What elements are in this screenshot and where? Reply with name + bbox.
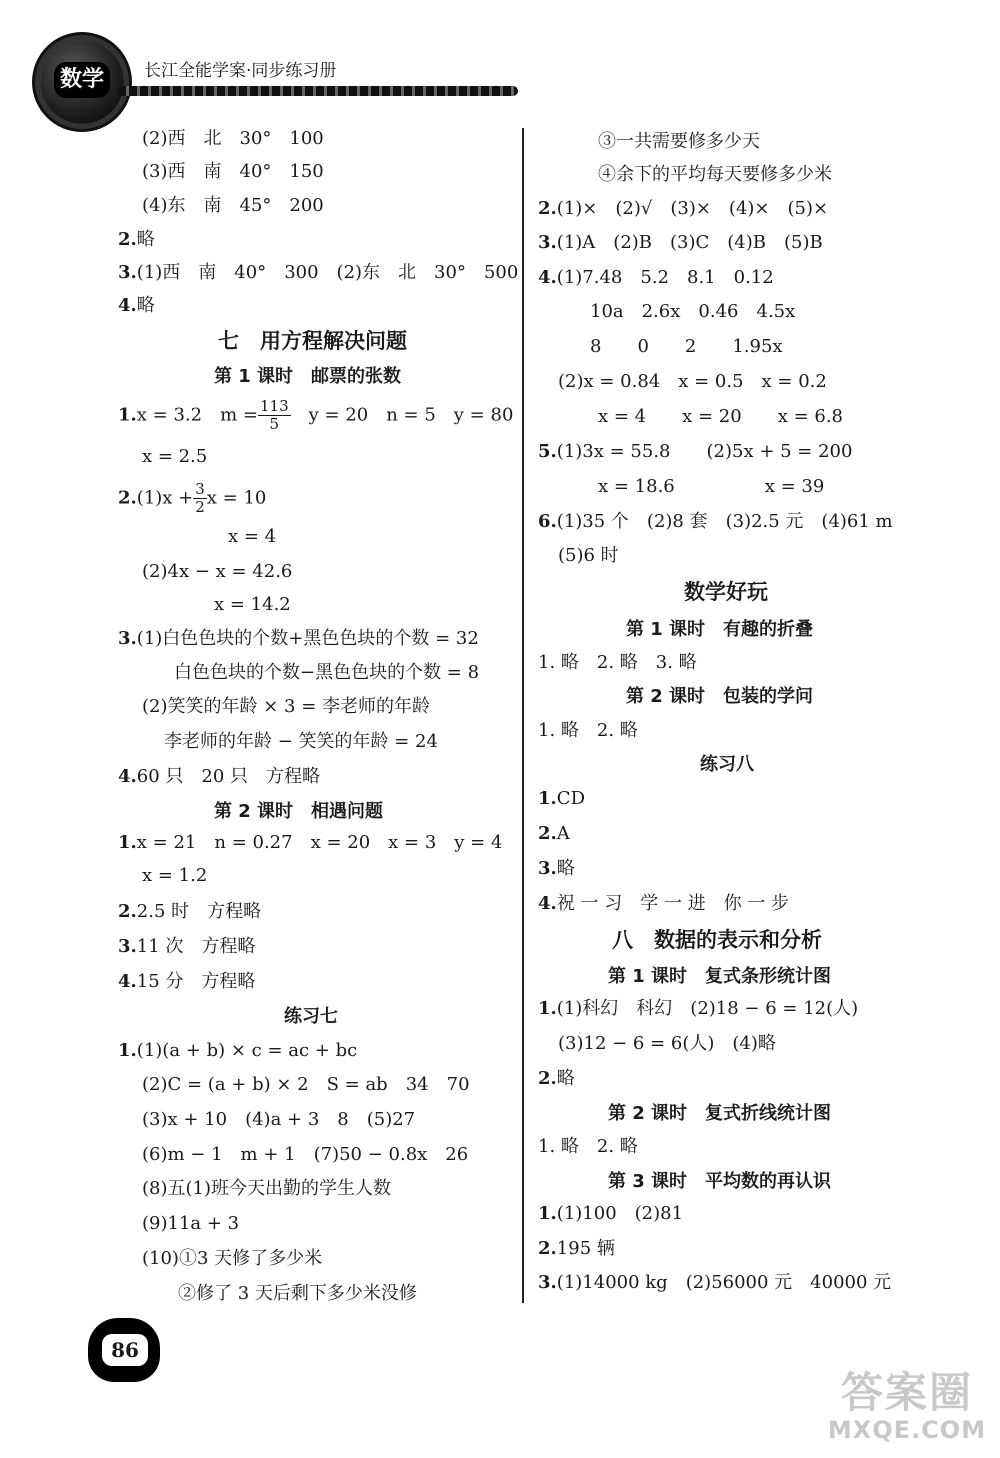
site-watermark: [822, 1370, 992, 1450]
answer-line: (3)x + 10 (4)a + 3 8 (5)27: [142, 1109, 416, 1130]
answer-line: [118, 626, 479, 652]
answer-line: [538, 439, 852, 465]
answer-text: (1)白色色块的个数+黑色色块的个数 = 32: [136, 628, 479, 649]
answer-line: [538, 786, 585, 812]
question-number: 4.: [538, 267, 557, 288]
page-number: 86: [102, 1334, 148, 1366]
lesson-heading: 第 3 课时 平均数的再认识: [608, 1171, 832, 1192]
question-number: 2.: [538, 823, 557, 844]
answer-line: x = 4 x = 20 x = 6.8: [598, 406, 844, 427]
lesson-heading: 第 2 课时 包装的学问: [626, 686, 814, 707]
answer-line: [538, 230, 823, 256]
answer-line: [118, 398, 513, 433]
question-number: 3.: [118, 262, 137, 283]
answer-line: (10)①3 天修了多少米: [142, 1248, 323, 1269]
fraction-numerator: 3: [195, 480, 205, 498]
answer-text: 195 辆: [556, 1238, 615, 1259]
answer-line: (2)4x − x = 42.6: [142, 561, 293, 582]
answer-line: ②修了 3 天后剩下多少米没修: [178, 1283, 417, 1304]
answer-text: (1)35 个 (2)8 套 (3)2.5 元 (4)61 m: [556, 511, 893, 532]
answer-line: [538, 1066, 575, 1092]
question-number: 1.: [538, 998, 557, 1019]
answer-line: [118, 830, 502, 856]
answer-line: (2)笑笑的年龄 × 3 = 李老师的年龄: [142, 696, 430, 717]
question-number: 2.: [118, 487, 137, 509]
answer-line: [538, 509, 893, 535]
answer-line: [118, 1038, 357, 1064]
answer-text: x = 10: [206, 487, 267, 509]
fraction: [193, 481, 207, 516]
answer-text: (1)3x = 55.8 (2)5x + 5 = 200: [556, 441, 853, 462]
watermark-logo-text: 答案圈: [840, 1368, 973, 1417]
fraction-denominator: 5: [269, 415, 280, 433]
answer-line: 李老师的年龄 − 笑笑的年龄 = 24: [164, 731, 438, 752]
question-number: 2.: [118, 229, 137, 250]
column-divider: [522, 128, 524, 1303]
watermark-url: MXQE.COM: [827, 1416, 987, 1444]
subject-badge-label: 数学: [54, 62, 110, 98]
question-number: 3.: [538, 1272, 557, 1293]
question-number: 2.: [538, 1238, 557, 1259]
answer-text: 60 只 20 只 方程略: [136, 766, 321, 787]
chapter-heading: 八 数据的表示和分析: [612, 928, 822, 952]
question-number: 1.: [118, 1040, 137, 1061]
answer-line: x = 1.2: [142, 865, 208, 886]
answer-text: (1)7.48 5.2 8.1 0.12: [556, 267, 774, 288]
answer-line: [538, 856, 575, 882]
answer-line: x = 18.6 x = 39: [598, 476, 825, 497]
answer-line: [538, 265, 774, 291]
answer-text: CD: [556, 788, 586, 809]
answer-line: ③一共需要修多少天: [598, 131, 760, 152]
answer-line: x = 14.2: [214, 594, 291, 615]
answer-text: (1)(a + b) × c = ac + bc: [136, 1040, 358, 1061]
answer-line: 1. 略 2. 略 3. 略: [538, 652, 697, 673]
answer-line: [538, 1236, 615, 1262]
answer-text: 略: [136, 295, 155, 316]
answer-line: [538, 196, 828, 222]
exercise-heading: 练习七: [284, 1006, 338, 1027]
answer-line: 1. 略 2. 略: [538, 1136, 638, 1157]
answer-line: [118, 260, 518, 286]
answer-text: 11 次 方程略: [136, 936, 256, 957]
answer-line: [118, 293, 155, 319]
answer-line: [118, 899, 261, 925]
question-number: 1.: [118, 404, 137, 426]
answer-line: [118, 934, 255, 960]
question-number: 1.: [538, 788, 557, 809]
answer-line: (9)11a + 3: [142, 1213, 240, 1234]
lesson-heading: 第 1 课时 有趣的折叠: [626, 619, 814, 640]
question-number: 1.: [118, 832, 137, 853]
lesson-heading: 第 2 课时 复式折线统计图: [608, 1103, 832, 1124]
answer-line: [118, 481, 266, 516]
answer-text: 略: [556, 858, 575, 879]
answer-text: 祝 一 习 学 一 进 你 一 步: [556, 893, 790, 914]
answer-line: (3)12 − 6 = 6(人) (4)略: [558, 1033, 776, 1054]
question-number: 2.: [538, 198, 557, 219]
fraction-numerator: 113: [259, 397, 289, 415]
answer-line: 白色色块的个数−黑色色块的个数 = 8: [174, 662, 480, 683]
answer-line: [538, 1201, 683, 1227]
answer-line: (3)西 南 40° 150: [142, 161, 324, 182]
answer-text: (1)科幻 科幻 (2)18 − 6 = 12(人): [556, 998, 859, 1019]
question-number: 2.: [118, 901, 137, 922]
chapter-heading: 数学好玩: [684, 580, 768, 604]
answer-line: [538, 891, 789, 917]
question-number: 2.: [538, 1068, 557, 1089]
question-number: 4.: [538, 893, 557, 914]
answer-text: y = 20 n = 5 y = 80: [308, 404, 514, 426]
answer-text: (1)× (2)√ (3)× (4)× (5)×: [556, 198, 829, 219]
answer-text: (1)x +: [136, 487, 194, 509]
answer-line: 1. 略 2. 略: [538, 720, 638, 741]
answer-line: (8)五(1)班今天出勤的学生人数: [142, 1178, 391, 1199]
lesson-heading: 第 2 课时 相遇问题: [214, 801, 384, 822]
question-number: 3.: [538, 858, 557, 879]
answer-text: A: [556, 823, 570, 844]
lesson-heading: 第 1 课时 复式条形统计图: [608, 966, 832, 987]
answer-line: (2)x = 0.84 x = 0.5 x = 0.2: [558, 371, 827, 392]
answer-text: 略: [136, 229, 155, 250]
answer-line: [118, 227, 155, 253]
question-number: 3.: [538, 232, 557, 253]
answer-line: [118, 764, 320, 790]
exercise-heading: 练习八: [700, 754, 754, 775]
chapter-heading: 七 用方程解决问题: [218, 329, 407, 353]
question-number: 1.: [538, 1203, 557, 1224]
question-number: 3.: [118, 628, 137, 649]
answer-line: (2)西 北 30° 100: [142, 128, 324, 149]
question-number: 5.: [538, 441, 557, 462]
fraction: [258, 398, 291, 433]
fraction-denominator: 2: [195, 498, 205, 516]
answer-line: 10a 2.6x 0.46 4.5x: [590, 301, 796, 322]
answer-line: x = 4: [228, 526, 277, 547]
page-header: [40, 40, 520, 120]
answer-text: 15 分 方程略: [136, 971, 256, 992]
series-title: 长江全能学案·同步练习册: [144, 61, 337, 81]
answer-line: [538, 996, 858, 1022]
answer-line: 8 0 2 1.95x: [590, 336, 783, 357]
answer-line: [118, 969, 255, 995]
subject-badge: [40, 40, 124, 124]
answer-line: x = 2.5: [142, 446, 208, 467]
question-number: 3.: [118, 936, 137, 957]
page-number-badge: [88, 1318, 160, 1382]
answer-line: (4)东 南 45° 200: [142, 195, 324, 216]
answer-text: 2.5 时 方程略: [136, 901, 262, 922]
lesson-heading: 第 1 课时 邮票的张数: [214, 366, 402, 387]
answer-text: (1)西 南 40° 300 (2)东 北 30° 500: [136, 262, 519, 283]
decorative-rope-divider: [118, 86, 518, 96]
question-number: 6.: [538, 511, 557, 532]
answer-line: (6)m − 1 m + 1 (7)50 − 0.8x 26: [142, 1144, 469, 1165]
answer-line: (5)6 时: [558, 545, 619, 566]
question-number: 4.: [118, 766, 137, 787]
answer-text: x = 21 n = 0.27 x = 20 x = 3 y = 4: [136, 832, 503, 853]
answer-line: [538, 1270, 891, 1296]
answer-line: [538, 821, 570, 847]
answer-text: 略: [556, 1068, 575, 1089]
answer-text: (1)14000 kg (2)56000 元 40000 元: [556, 1272, 892, 1293]
answer-line: (2)C = (a + b) × 2 S = ab 34 70: [142, 1074, 470, 1095]
answer-line: ④余下的平均每天要修多少米: [598, 164, 832, 185]
question-number: 4.: [118, 971, 137, 992]
answer-text: x = 3.2 m =: [136, 404, 258, 426]
answer-text: (1)100 (2)81: [556, 1203, 684, 1224]
answer-text: (1)A (2)B (3)C (4)B (5)B: [556, 232, 823, 253]
question-number: 4.: [118, 295, 137, 316]
